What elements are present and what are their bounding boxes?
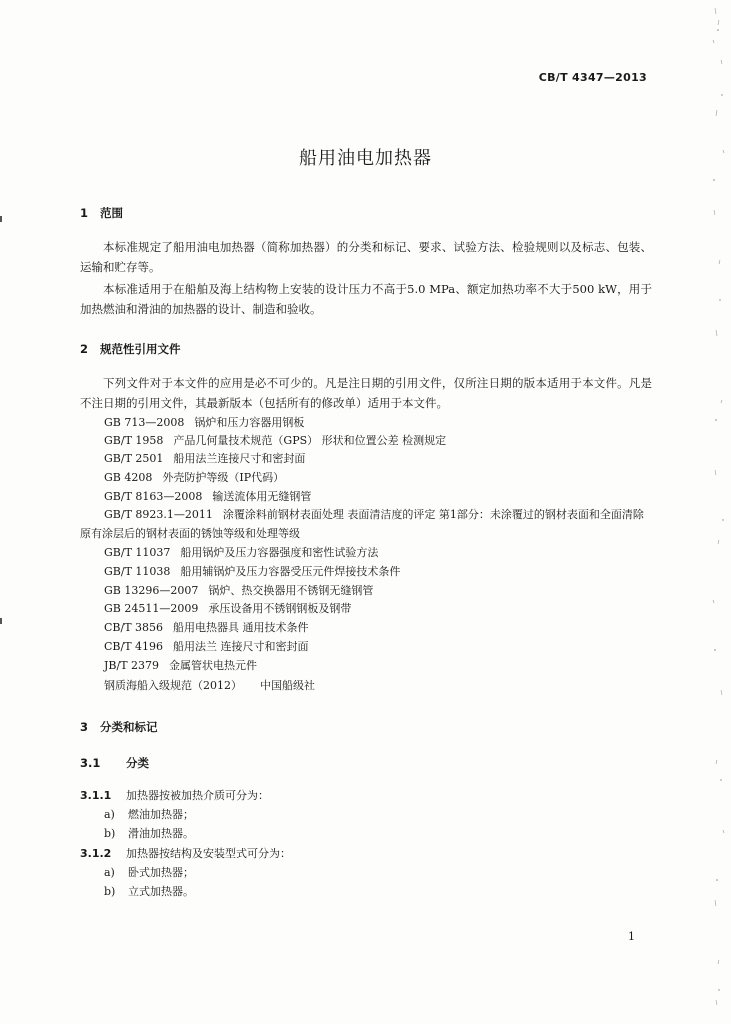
reference-code: 钢质海船入级规范（2012） <box>104 679 242 692</box>
reference-title: 船用辅锅炉及压力容器受压元件焊接技术条件 <box>180 565 401 578</box>
reference-entry <box>104 600 351 618</box>
reference-entry <box>104 638 309 656</box>
clause-number: 3.1.2 <box>80 847 112 860</box>
reference-title: 船用法兰 连接尺寸和密封面 <box>173 640 309 653</box>
reference-entry <box>104 469 284 487</box>
list-marker: b) <box>104 885 116 898</box>
reference-code: GB/T 8923.1—2011 <box>104 508 213 521</box>
reference-entry <box>104 488 311 506</box>
section-title: 分类和标记 <box>100 720 158 734</box>
reference-title: 输送流体用无缝钢管 <box>212 490 312 503</box>
list-item <box>104 864 194 880</box>
scan-edge-mark <box>0 618 2 624</box>
reference-code: GB 13296—2007 <box>104 584 199 597</box>
reference-code: GB/T 11037 <box>104 546 171 559</box>
scan-edge-mark <box>0 216 2 222</box>
section-number: 2 <box>80 342 89 356</box>
reference-title: 金属管状电热元件 <box>169 659 258 672</box>
reference-code: GB/T 8163—2008 <box>104 490 203 503</box>
list-marker: a) <box>104 866 115 879</box>
reference-entry-wrapped <box>80 506 652 543</box>
reference-code: GB 713—2008 <box>104 416 185 429</box>
reference-title: 船用电热器具 通用技术条件 <box>173 621 309 634</box>
section-3-heading <box>80 719 158 735</box>
list-item <box>104 883 194 899</box>
document-title: 船用油电加热器 <box>299 148 432 169</box>
section-3-1-heading <box>80 755 149 771</box>
list-text: 立式加热器。 <box>128 885 194 898</box>
reference-title: 承压设备用不锈钢钢板及钢带 <box>208 602 352 615</box>
reference-code: GB/T 1958 <box>104 434 164 447</box>
reference-code: CB/T 3856 <box>104 621 164 634</box>
reference-code: GB/T 11038 <box>104 565 171 578</box>
clause-3-1-2 <box>80 845 291 861</box>
reference-title: 船用法兰连接尺寸和密封面 <box>173 452 306 465</box>
reference-code: GB 4208 <box>104 471 153 484</box>
list-text: 滑油加热器。 <box>128 827 194 840</box>
reference-entry <box>104 582 373 600</box>
reference-title: 产品几何量技术规范（GPS） 形状和位置公差 检测规定 <box>173 434 447 447</box>
list-marker: b) <box>104 827 116 840</box>
scope-paragraph-2: 本标准适用于在船舶及海上结构物上安装的设计压力不高于5.0 MPa、额定加热功率不大于500 kW，用于加热燃油和滑油的加热器的设计、制造和验收。 <box>80 282 652 316</box>
reference-entry <box>104 544 378 562</box>
scope-paragraph-1: 本标准规定了船用油电加热器（简称加热器）的分类和标记、要求、试验方法、检验规则以及标志、包装、运输和贮存等。 <box>80 240 652 274</box>
section-title: 规范性引用文件 <box>100 342 181 356</box>
reference-entry <box>104 414 304 432</box>
list-item <box>104 825 194 841</box>
clause-number: 3.1.1 <box>80 789 112 802</box>
clause-3-1-1 <box>80 787 269 803</box>
list-text: 燃油加热器； <box>128 808 194 821</box>
reference-entry <box>104 450 305 468</box>
reference-title: 船用锅炉及压力容器强度和密性试验方法 <box>180 546 379 559</box>
page-number: 1 <box>628 930 635 943</box>
section-2-heading <box>80 341 181 357</box>
reference-title: 锅炉和压力容器用钢板 <box>194 416 305 429</box>
section-1-heading <box>80 205 123 221</box>
section-title: 分类 <box>126 756 149 770</box>
reference-title: 外壳防护等级（IP代码） <box>162 471 285 484</box>
reference-entry <box>104 563 400 581</box>
reference-entry <box>104 619 309 637</box>
section-number: 3.1 <box>80 756 101 770</box>
section-number: 3 <box>80 720 89 734</box>
list-text: 卧式加热器； <box>128 866 194 879</box>
reference-code: CB/T 4196 <box>104 640 164 653</box>
reference-code: JB/T 2379 <box>104 659 160 672</box>
list-item <box>104 806 194 822</box>
standard-code: CB/T 4347—2013 <box>538 71 647 84</box>
clause-text: 加热器按被加热介质可分为： <box>126 789 269 802</box>
reference-code: GB 24511—2009 <box>104 602 199 615</box>
reference-title: 锅炉、热交换器用不锈钢无缝钢管 <box>208 584 374 597</box>
reference-entry <box>104 432 446 450</box>
scan-edge-noise <box>701 0 729 1024</box>
reference-entry <box>104 677 315 695</box>
section-number: 1 <box>80 206 89 220</box>
reference-code: GB/T 2501 <box>104 452 164 465</box>
clause-text: 加热器按结构及安装型式可分为： <box>126 847 291 860</box>
reference-title: 中国船级社 <box>260 679 315 692</box>
section-title: 范围 <box>100 206 123 220</box>
list-marker: a) <box>104 808 115 821</box>
references-intro: 下列文件对于本文件的应用是必不可少的。凡是注日期的引用文件，仅所注日期的版本适用于本文件。凡是不注日期的引用文件，其最新版本（包括所有的修改单）适用于本文件。 <box>80 376 652 410</box>
reference-entry <box>104 657 257 675</box>
reference-title: 涂覆涂料前钢材表面处理 表面清洁度的评定 第1部分：未涂覆过的钢材表面和全面清除原有涂层后的钢材表面的锈蚀等级和处理等级 <box>80 508 644 540</box>
